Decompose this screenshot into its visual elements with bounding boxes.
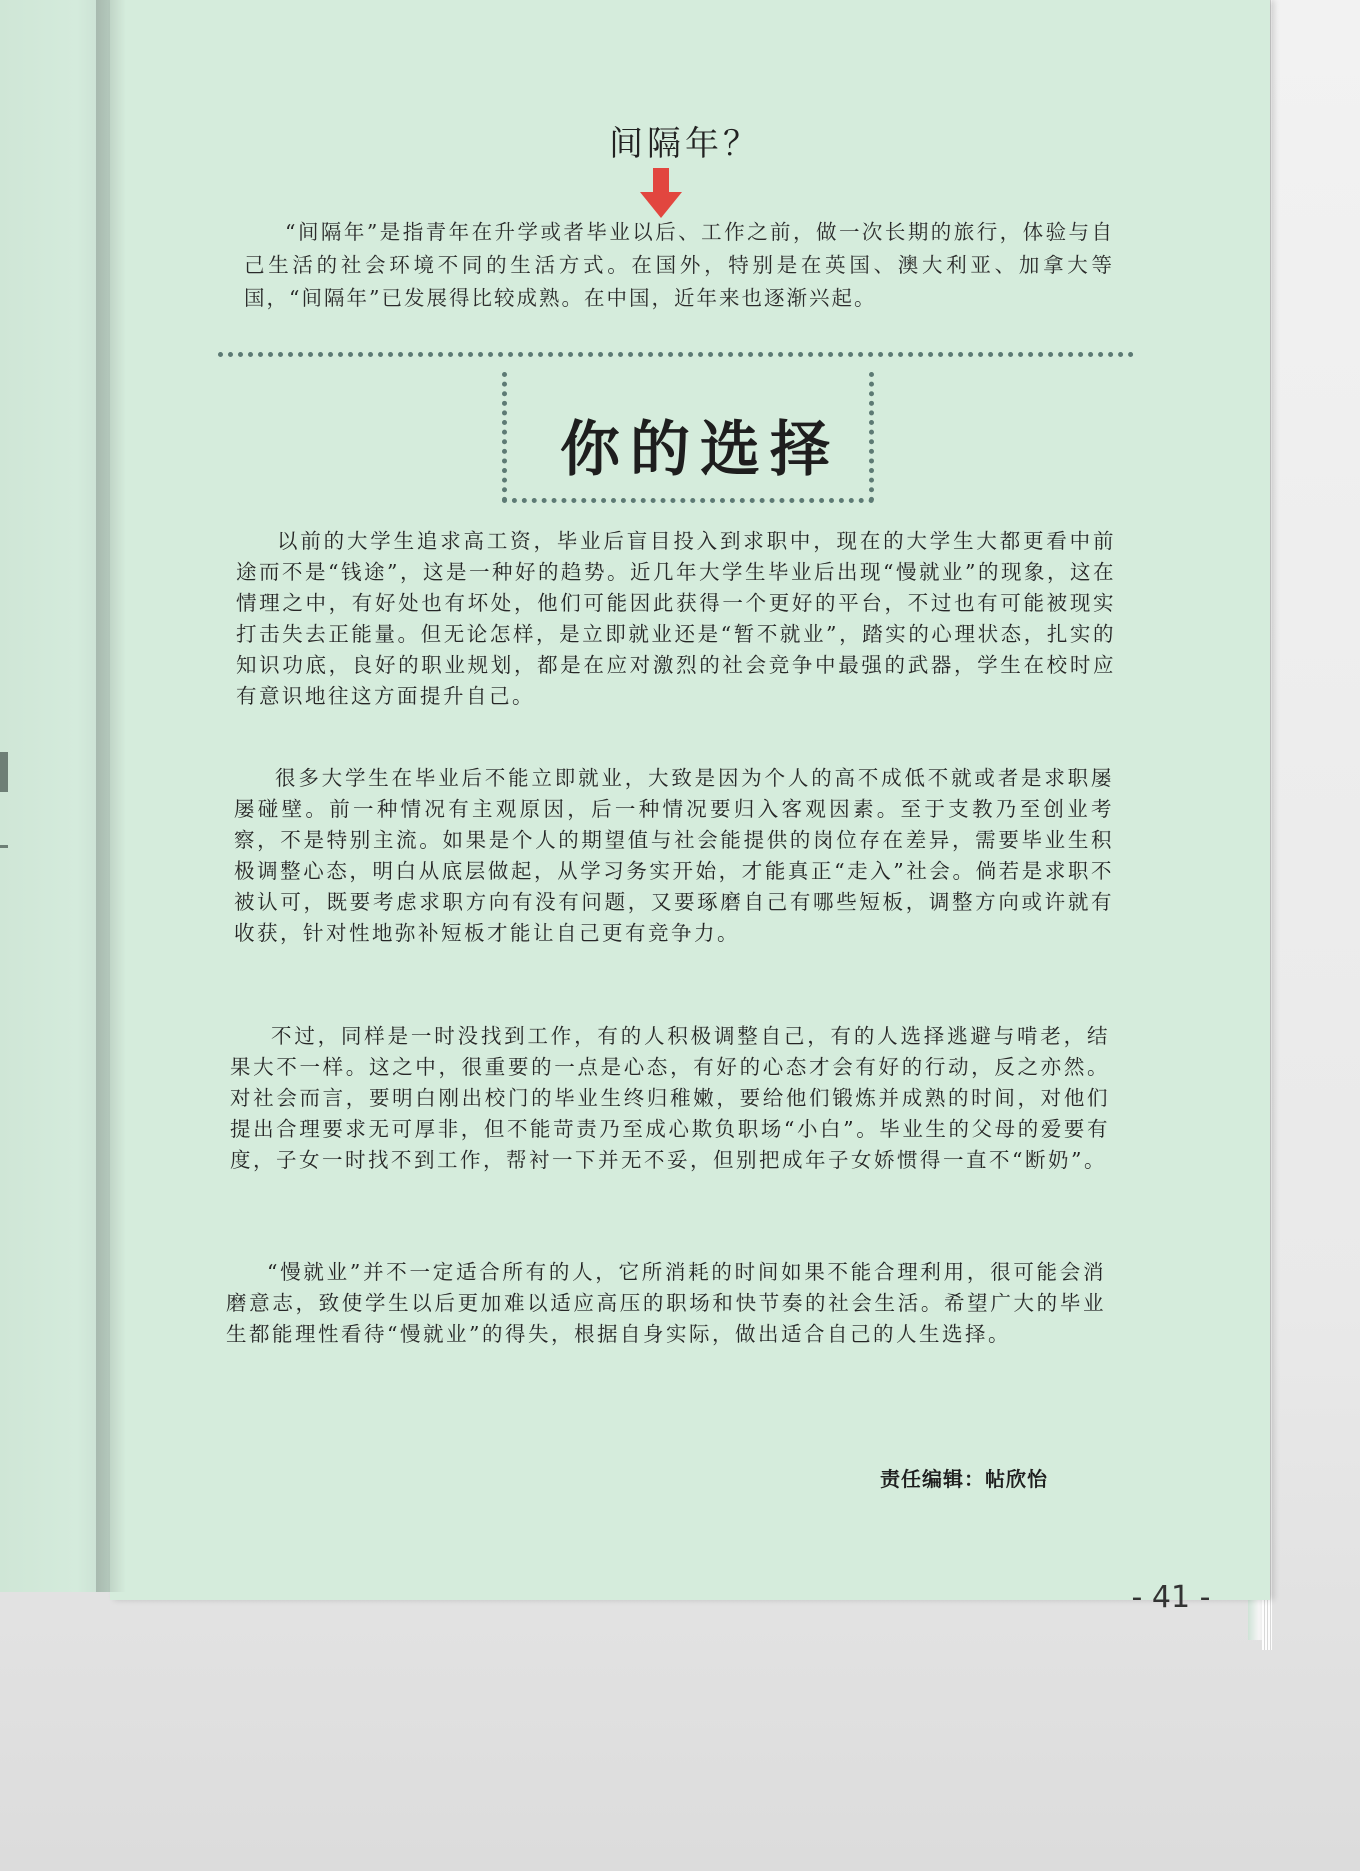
down-arrow-icon <box>640 168 682 222</box>
article-paragraph: 不过，同样是一时没找到工作，有的人积极调整自己，有的人选择逃避与啃老，结果大不一样。这之中，很重要的一点是心态，有好的心态才会有好的行动，反之亦然。对社会而言，要明白刚出校门的毕业生终归稚嫩，要给他们锻炼并成熟的时间，对他们提出合理要求无可厚非，但不能苛责乃至成心欺负职场“小白”。毕业生的父母的爱要有度，子女一时找不到工作，帮衬一下并无不妥，但别把成年子女娇惯得一直不“断奶”。 <box>230 1024 1110 1172</box>
facing-page-mark <box>0 845 8 848</box>
article-paragraph: 以前的大学生追求高工资，毕业后盲目投入到求职中，现在的大学生大都更看中前途而不是“钱途”，这是一种好的趋势。近几年大学生毕业后出现“慢就业”的现象，这在情理之中，有好处也有坏处，他们可能因此获得一个更好的平台，不过也有可能被现实打击失去正能量。但无论怎样，是立即就业还是“暂不就业”，踏实的心理状态，扎实的知识功底，良好的职业规划，都是在应对激烈的社会竞争中最强的武器，学生在校时应有意识地往这方面提升自己。 <box>236 529 1116 708</box>
article-paragraph: 很多大学生在毕业后不能立即就业，大致是因为个人的高不成低不就或者是求职屡屡碰壁。前一种情况有主观原因，后一种情况要归入客观因素。至于支教乃至创业考察，不是特别主流。如果是个人的期望值与社会能提供的岗位存在差异，需要毕业生积极调整心态，明白从底层做起，从学习务实开始，才能真正“走入”社会。倘若是求职不被认可，既要考虑求职方向有没有问题，又要琢磨自己有哪些短板，调整方向或许就有收获，针对性地弥补短板才能让自己更有竞争力。 <box>234 766 1114 945</box>
gap-year-heading: 间隔年？ <box>609 124 761 164</box>
article-paragraph: “慢就业”并不一定适合所有的人，它所消耗的时间如果不能合理利用，很可能会消磨意志，致使学生以后更加难以适应高压的职场和快节奏的社会生活。希望广大的毕业生都能理性看待“慢就业”的得失，根据自身实际，做出适合自己的人生选择。 <box>226 1260 1106 1346</box>
facing-page-mark <box>0 752 8 792</box>
gutter-shadow <box>96 0 126 1592</box>
page-number: - 41 - <box>1131 1580 1211 1615</box>
editor-credit: 责任编辑：帖欣怡 <box>880 1467 1048 1491</box>
dotted-divider <box>218 352 1134 357</box>
dotted-frame-left <box>502 372 507 502</box>
facing-page-edge <box>0 0 111 1592</box>
gap-year-intro: “间隔年”是指青年在升学或者毕业以后、工作之前，做一次长期的旅行，体验与自己生活的社会环境不同的生活方式。在国外，特别是在英国、澳大利亚、加拿大等国，“间隔年”已发展得比较成熟。在中国，近年来也逐渐兴起。 <box>244 220 1114 310</box>
dotted-frame-bottom <box>502 498 874 503</box>
section-title: 你的选择 <box>560 415 840 485</box>
